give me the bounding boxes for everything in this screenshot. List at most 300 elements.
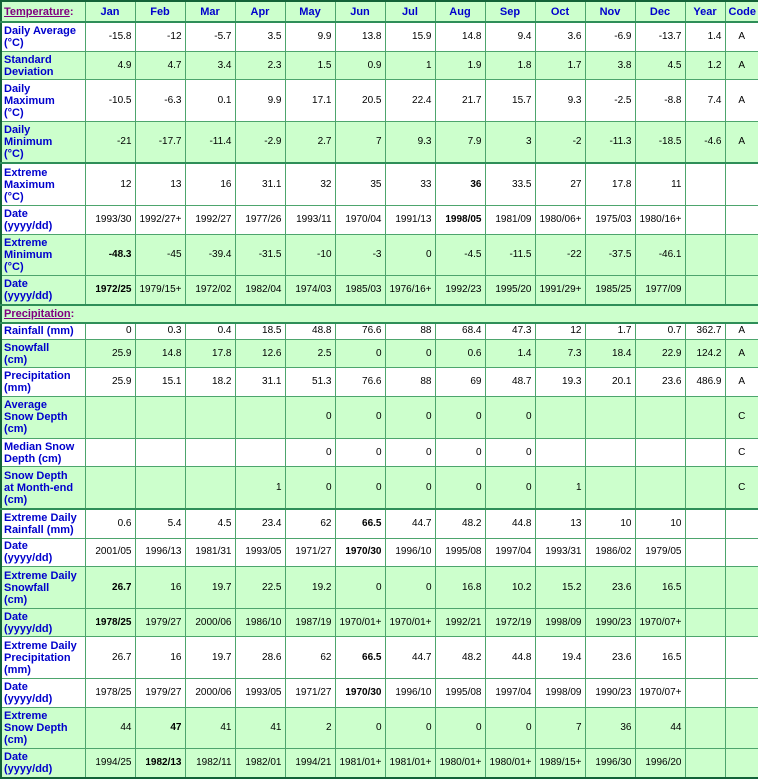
row-label: [1, 438, 85, 467]
row-label-line: Rainfall (mm): [4, 325, 74, 338]
value-cell: -8.8: [635, 80, 685, 121]
value-cell: 1981/01+: [385, 749, 435, 778]
value-cell: 1970/01+: [385, 608, 435, 637]
value-cell: 2000/06: [185, 678, 235, 707]
year-cell: 124.2: [685, 339, 725, 368]
value-cell: -39.4: [185, 234, 235, 275]
row-label: [1, 51, 85, 80]
value-cell: 1981/01+: [335, 749, 385, 778]
value-cell: -45: [135, 234, 185, 275]
row-label: [1, 707, 85, 748]
value-cell: 4.9: [85, 51, 135, 80]
value-cell: 1995/20: [485, 276, 535, 305]
row-label-line: (yyyy/dd): [4, 219, 53, 232]
value-cell: 9.3: [535, 80, 585, 121]
row-label-line: Standard: [4, 53, 52, 66]
value-cell: 44.8: [485, 509, 535, 538]
table-row: [1, 80, 758, 121]
value-cell: 1978/25: [85, 608, 135, 637]
value-cell: 3: [485, 121, 535, 163]
column-header-mar: Mar: [185, 1, 235, 22]
table-row: [1, 234, 758, 275]
value-cell: [635, 467, 685, 509]
value-cell: [185, 438, 235, 467]
year-cell: 486.9: [685, 368, 725, 397]
row-label-line: Median Snow: [4, 440, 75, 453]
value-cell: 76.6: [335, 368, 385, 397]
year-cell: [685, 163, 725, 205]
value-cell: 0: [335, 438, 385, 467]
table-row: [1, 305, 758, 323]
table-row: [1, 368, 758, 397]
row-label: [1, 467, 85, 509]
value-cell: 1975/03: [585, 205, 635, 234]
value-cell: 2.7: [285, 121, 335, 163]
year-cell: [685, 678, 725, 707]
value-cell: 12.6: [235, 339, 285, 368]
value-cell: 66.5: [335, 509, 385, 538]
value-cell: 0: [485, 467, 535, 509]
value-cell: 1998/09: [535, 678, 585, 707]
value-cell: 0: [335, 707, 385, 748]
value-cell: 2001/05: [85, 538, 135, 567]
row-label: [1, 637, 85, 678]
value-cell: 66.5: [335, 637, 385, 678]
value-cell: 23.6: [585, 637, 635, 678]
year-cell: [685, 397, 725, 438]
value-cell: 16.5: [635, 567, 685, 608]
value-cell: 3.4: [185, 51, 235, 80]
value-cell: 36: [435, 163, 485, 205]
row-label-line: Date: [4, 751, 28, 764]
row-label-line: Extreme: [4, 236, 48, 249]
row-label-line: Date: [4, 680, 28, 693]
value-cell: [185, 397, 235, 438]
row-label: [1, 234, 85, 275]
table-row: [1, 51, 758, 80]
value-cell: 1993/05: [235, 538, 285, 567]
value-cell: 1992/27: [185, 205, 235, 234]
value-cell: 23.6: [585, 567, 635, 608]
value-cell: 62: [285, 509, 335, 538]
value-cell: 13.8: [335, 22, 385, 51]
value-cell: 17.8: [585, 163, 635, 205]
year-cell: 1.4: [685, 22, 725, 51]
value-cell: -2.9: [235, 121, 285, 163]
value-cell: 15.1: [135, 368, 185, 397]
table-row: [1, 467, 758, 509]
table-row: [1, 397, 758, 438]
value-cell: 20.5: [335, 80, 385, 121]
value-cell: 1970/07+: [635, 678, 685, 707]
value-cell: 16: [135, 567, 185, 608]
row-label-line: (cm): [4, 353, 28, 366]
value-cell: 31.1: [235, 368, 285, 397]
value-cell: -10: [285, 234, 335, 275]
row-label-line: Date: [4, 277, 28, 290]
value-cell: 1974/03: [285, 276, 335, 305]
value-cell: [135, 467, 185, 509]
value-cell: 0: [485, 438, 535, 467]
value-cell: 1993/11: [285, 205, 335, 234]
column-header-nov: Nov: [585, 1, 635, 22]
code-cell: C: [725, 397, 758, 438]
value-cell: 44.8: [485, 637, 535, 678]
value-cell: -10.5: [85, 80, 135, 121]
value-cell: 0: [335, 467, 385, 509]
value-cell: 27: [535, 163, 585, 205]
row-label-line: Snow Depth: [4, 721, 68, 734]
year-cell: [685, 637, 725, 678]
column-header-jun: Jun: [335, 1, 385, 22]
code-cell: [725, 749, 758, 778]
value-cell: 1: [235, 467, 285, 509]
table-row: [1, 608, 758, 637]
value-cell: 0: [385, 707, 435, 748]
row-label: [1, 509, 85, 538]
value-cell: 1994/21: [285, 749, 335, 778]
table-row: [1, 637, 758, 678]
year-cell: -4.6: [685, 121, 725, 163]
value-cell: 69: [435, 368, 485, 397]
value-cell: 22.4: [385, 80, 435, 121]
value-cell: 0: [385, 567, 435, 608]
value-cell: 1972/25: [85, 276, 135, 305]
row-label-line: (yyyy/dd): [4, 692, 53, 705]
row-label: [1, 323, 85, 339]
value-cell: 1976/16+: [385, 276, 435, 305]
value-cell: 32: [285, 163, 335, 205]
value-cell: 9.4: [485, 22, 535, 51]
table-row: [1, 538, 758, 567]
code-cell: [725, 509, 758, 538]
row-label-line: Extreme: [4, 166, 48, 179]
value-cell: 17.1: [285, 80, 335, 121]
table-row: [1, 678, 758, 707]
column-header-aug: Aug: [435, 1, 485, 22]
code-cell: A: [725, 121, 758, 163]
year-cell: 1.2: [685, 51, 725, 80]
row-label-line: at Month-end: [4, 481, 74, 494]
value-cell: 1979/27: [135, 608, 185, 637]
row-label: [1, 339, 85, 368]
value-cell: [235, 438, 285, 467]
value-cell: 41: [235, 707, 285, 748]
row-label-line: Maximum: [4, 178, 55, 191]
value-cell: 0: [285, 397, 335, 438]
value-cell: 3.8: [585, 51, 635, 80]
row-label-line: (°C): [4, 190, 24, 203]
value-cell: 0: [385, 438, 435, 467]
value-cell: 1987/19: [285, 608, 335, 637]
row-label: [1, 22, 85, 51]
value-cell: 1982/04: [235, 276, 285, 305]
value-cell: 0.7: [635, 323, 685, 339]
value-cell: 9.9: [235, 80, 285, 121]
value-cell: 16.8: [435, 567, 485, 608]
code-cell: C: [725, 467, 758, 509]
value-cell: 0.6: [435, 339, 485, 368]
column-header-jan: Jan: [85, 1, 135, 22]
table-row: [1, 22, 758, 51]
value-cell: 11: [635, 163, 685, 205]
value-cell: 2000/06: [185, 608, 235, 637]
column-header-code: Code: [725, 1, 758, 22]
row-label-line: (°C): [4, 148, 24, 161]
row-label-line: (mm): [4, 663, 31, 676]
row-label-line: (cm): [4, 423, 28, 436]
value-cell: 1986/10: [235, 608, 285, 637]
year-cell: [685, 467, 725, 509]
value-cell: -2.5: [585, 80, 635, 121]
value-cell: [85, 438, 135, 467]
year-cell: [685, 707, 725, 748]
value-cell: 1997/04: [485, 678, 535, 707]
table-body: [1, 22, 758, 778]
row-label-line: (°C): [4, 36, 24, 49]
table-row: [1, 749, 758, 778]
value-cell: -11.3: [585, 121, 635, 163]
row-label: [1, 80, 85, 121]
year-cell: [685, 276, 725, 305]
row-label-line: Deviation: [4, 65, 54, 78]
value-cell: 25.9: [85, 368, 135, 397]
value-cell: 1979/27: [135, 678, 185, 707]
value-cell: 76.6: [335, 323, 385, 339]
value-cell: -37.5: [585, 234, 635, 275]
value-cell: 1990/23: [585, 608, 635, 637]
value-cell: 0: [485, 397, 535, 438]
value-cell: -4.5: [435, 234, 485, 275]
value-cell: 19.2: [285, 567, 335, 608]
value-cell: 3.5: [235, 22, 285, 51]
value-cell: 14.8: [435, 22, 485, 51]
code-cell: A: [725, 323, 758, 339]
value-cell: 1972/02: [185, 276, 235, 305]
value-cell: 20.1: [585, 368, 635, 397]
value-cell: 0.6: [85, 509, 135, 538]
value-cell: 1995/08: [435, 538, 485, 567]
value-cell: 17.8: [185, 339, 235, 368]
value-cell: [185, 467, 235, 509]
code-cell: [725, 567, 758, 608]
value-cell: 44.7: [385, 637, 435, 678]
year-cell: [685, 205, 725, 234]
value-cell: 1970/04: [335, 205, 385, 234]
value-cell: 1990/23: [585, 678, 635, 707]
row-label-line: Date: [4, 610, 28, 623]
value-cell: 44: [85, 707, 135, 748]
value-cell: 0: [435, 467, 485, 509]
year-cell: 7.4: [685, 80, 725, 121]
value-cell: -22: [535, 234, 585, 275]
value-cell: [235, 397, 285, 438]
row-label: [1, 749, 85, 778]
section-label-temperature[interactable]: [1, 1, 85, 22]
row-label: [1, 276, 85, 305]
value-cell: 0: [385, 467, 435, 509]
value-cell: 1992/27+: [135, 205, 185, 234]
value-cell: 1996/10: [385, 538, 435, 567]
value-cell: 1993/30: [85, 205, 135, 234]
value-cell: 0: [85, 323, 135, 339]
value-cell: 1981/09: [485, 205, 535, 234]
value-cell: 1: [535, 467, 585, 509]
row-label: [1, 163, 85, 205]
value-cell: 19.3: [535, 368, 585, 397]
code-cell: [725, 163, 758, 205]
value-cell: 0: [335, 339, 385, 368]
code-cell: A: [725, 22, 758, 51]
row-label-line: (°C): [4, 260, 24, 273]
row-label-line: (°C): [4, 106, 24, 119]
row-label-line: (yyyy/dd): [4, 763, 53, 776]
value-cell: [535, 397, 585, 438]
value-cell: 7: [335, 121, 385, 163]
value-cell: 48.8: [285, 323, 335, 339]
value-cell: 1970/01+: [335, 608, 385, 637]
value-cell: 1.7: [585, 323, 635, 339]
row-label: [1, 121, 85, 163]
value-cell: 44: [635, 707, 685, 748]
row-label-line: (yyyy/dd): [4, 552, 53, 565]
column-header-apr: Apr: [235, 1, 285, 22]
value-cell: 16: [185, 163, 235, 205]
value-cell: -5.7: [185, 22, 235, 51]
value-cell: [585, 467, 635, 509]
value-cell: 47: [135, 707, 185, 748]
value-cell: 35: [335, 163, 385, 205]
row-label-line: Extreme Daily: [4, 639, 77, 652]
value-cell: [585, 397, 635, 438]
value-cell: 10: [635, 509, 685, 538]
value-cell: 16: [135, 637, 185, 678]
value-cell: 9.9: [285, 22, 335, 51]
value-cell: [635, 438, 685, 467]
year-cell: [685, 538, 725, 567]
section-label-text: Precipitation: [4, 307, 71, 320]
value-cell: 0: [385, 339, 435, 368]
row-label-line: Snow Depth: [4, 411, 68, 424]
row-label: [1, 397, 85, 438]
value-cell: 0: [285, 438, 335, 467]
value-cell: -48.3: [85, 234, 135, 275]
row-label-line: Snowfall: [4, 341, 50, 354]
column-header-year: Year: [685, 1, 725, 22]
value-cell: 1996/30: [585, 749, 635, 778]
section-label-precipitation[interactable]: [1, 305, 758, 323]
value-cell: 1.5: [285, 51, 335, 80]
value-cell: 1979/15+: [135, 276, 185, 305]
value-cell: 7: [535, 707, 585, 748]
column-header-oct: Oct: [535, 1, 585, 22]
value-cell: 33.5: [485, 163, 535, 205]
value-cell: 1982/11: [185, 749, 235, 778]
value-cell: 1982/13: [135, 749, 185, 778]
value-cell: 0.1: [185, 80, 235, 121]
code-cell: A: [725, 339, 758, 368]
value-cell: 18.2: [185, 368, 235, 397]
value-cell: 1970/30: [335, 538, 385, 567]
value-cell: 1: [385, 51, 435, 80]
row-label: [1, 678, 85, 707]
row-label-line: (yyyy/dd): [4, 622, 53, 635]
code-cell: [725, 234, 758, 275]
code-cell: A: [725, 51, 758, 80]
row-label-line: Minimum: [4, 136, 53, 149]
value-cell: 2.5: [285, 339, 335, 368]
table-row: [1, 567, 758, 608]
value-cell: 1986/02: [585, 538, 635, 567]
value-cell: -11.4: [185, 121, 235, 163]
value-cell: -6.3: [135, 80, 185, 121]
value-cell: 62: [285, 637, 335, 678]
value-cell: -18.5: [635, 121, 685, 163]
section-label-colon: :: [69, 5, 74, 18]
value-cell: [585, 438, 635, 467]
value-cell: 1.7: [535, 51, 585, 80]
year-cell: [685, 234, 725, 275]
value-cell: [135, 438, 185, 467]
value-cell: 1996/20: [635, 749, 685, 778]
value-cell: 10: [585, 509, 635, 538]
value-cell: 1980/01+: [485, 749, 535, 778]
value-cell: 0: [385, 234, 435, 275]
row-label: [1, 608, 85, 637]
value-cell: 1996/13: [135, 538, 185, 567]
value-cell: 23.4: [235, 509, 285, 538]
column-header-feb: Feb: [135, 1, 185, 22]
row-label-line: Extreme Daily: [4, 511, 77, 524]
row-label-line: (cm): [4, 733, 28, 746]
year-cell: [685, 438, 725, 467]
row-label-line: Rainfall (mm): [4, 523, 74, 536]
value-cell: 1971/27: [285, 678, 335, 707]
value-cell: 1993/31: [535, 538, 585, 567]
value-cell: 10.2: [485, 567, 535, 608]
year-cell: [685, 509, 725, 538]
value-cell: 1970/07+: [635, 608, 685, 637]
value-cell: 9.3: [385, 121, 435, 163]
year-cell: [685, 608, 725, 637]
row-label-line: Daily: [4, 124, 31, 137]
value-cell: 2.3: [235, 51, 285, 80]
value-cell: [85, 467, 135, 509]
value-cell: 1996/10: [385, 678, 435, 707]
row-label-line: Precipitation: [4, 370, 71, 383]
row-label-line: Extreme: [4, 709, 48, 722]
section-label-colon: :: [70, 307, 75, 320]
row-label-line: Precipitation: [4, 651, 71, 664]
code-cell: [725, 608, 758, 637]
value-cell: 26.7: [85, 567, 135, 608]
value-cell: 23.6: [635, 368, 685, 397]
value-cell: 1982/01: [235, 749, 285, 778]
value-cell: 1997/04: [485, 538, 535, 567]
value-cell: 1989/15+: [535, 749, 585, 778]
value-cell: 15.7: [485, 80, 535, 121]
value-cell: -17.7: [135, 121, 185, 163]
code-cell: [725, 205, 758, 234]
row-label-line: Depth (cm): [4, 452, 62, 465]
value-cell: [535, 438, 585, 467]
row-label-line: Snow Depth: [4, 469, 68, 482]
section-label-text: Temperature: [4, 5, 70, 18]
value-cell: 44.7: [385, 509, 435, 538]
value-cell: 1977/26: [235, 205, 285, 234]
value-cell: -21: [85, 121, 135, 163]
row-label: [1, 205, 85, 234]
